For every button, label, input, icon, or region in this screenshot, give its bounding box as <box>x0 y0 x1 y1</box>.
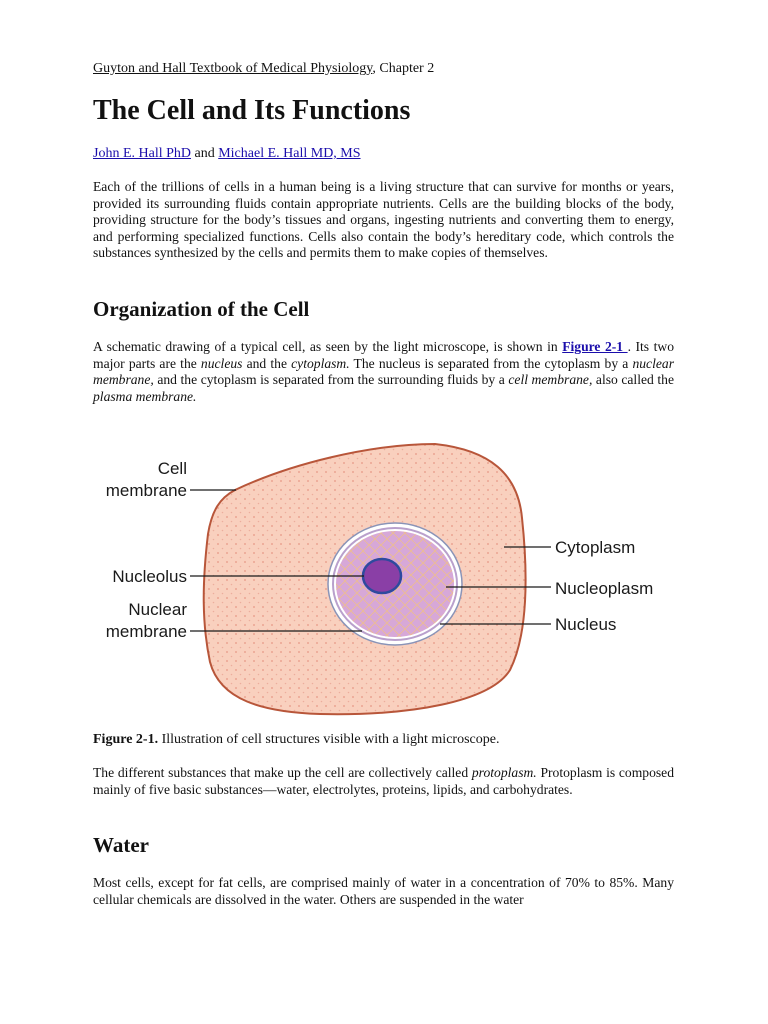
text-run: also called the <box>592 372 674 388</box>
figure-2-1-link[interactable]: Figure 2-1 <box>562 339 628 354</box>
text-run: and the <box>242 355 292 371</box>
cell-diagram <box>90 434 670 718</box>
figure-cell-illustration <box>90 434 670 718</box>
text-run: A schematic drawing of a typical cell, as seen by the light microscope, is shown in <box>93 339 563 354</box>
text-run: Protoplasm is composed mainly of five basic substances—water, electrolytes, proteins, lipids, and carbohydrates. <box>93 765 674 797</box>
water-paragraph: Most cells, except for fat cells, are comprised mainly of water in a concentration of 70% to 85%. Many cellular chemicals are dissolved in the water. Others are suspended in the water <box>93 875 674 907</box>
page-title: The Cell and Its Functions <box>93 95 411 126</box>
author-line <box>93 145 674 162</box>
section-heading-organization: Organization of the Cell <box>93 297 310 321</box>
text-run: The different substances that make up the cell are collectively called <box>93 765 472 780</box>
source-line <box>93 60 674 77</box>
term-protoplasm: protoplasm. <box>471 765 537 780</box>
author-joiner: and <box>191 146 219 161</box>
text-run: The nucleus is separated from the cytoplasm by a <box>349 355 633 371</box>
label-membrane: membrane <box>105 481 187 500</box>
author-link-john-hall[interactable]: John E. Hall PhD <box>93 146 191 161</box>
protoplasm-paragraph <box>93 765 674 798</box>
text-run: and the cytoplasm is separated from the surrounding fluids by a <box>153 372 509 388</box>
author-link-michael-hall[interactable]: Michael E. Hall MD, MS <box>218 146 361 161</box>
text-run: . Its two major parts are the <box>93 339 674 371</box>
term-plasma-membrane: plasma membrane. <box>93 388 197 404</box>
label-cytoplasm: Cytoplasm <box>555 538 636 557</box>
chapter-label: , Chapter 2 <box>372 61 435 76</box>
caption-label: Figure 2-1. <box>93 732 159 747</box>
section-heading-water: Water <box>93 833 149 857</box>
nucleus <box>328 523 462 645</box>
label-cell: Cell <box>157 459 187 478</box>
label-nuclear-membrane: membrane <box>105 622 187 641</box>
label-nucleus: Nucleus <box>555 615 617 634</box>
term-nuclear-membrane: nuclear membrane, <box>93 355 674 388</box>
organization-paragraph <box>93 339 674 405</box>
term-nucleus: nucleus <box>200 355 243 371</box>
term-cytoplasm: cytoplasm. <box>291 355 350 371</box>
label-nuclear: Nuclear <box>128 600 187 619</box>
book-title[interactable]: Guyton and Hall Textbook of Medical Physiology <box>93 61 373 76</box>
figure-caption <box>93 731 674 748</box>
nucleolus-shape <box>363 559 401 593</box>
intro-paragraph: Each of the trillions of cells in a human being is a living structure that can survive for months or years, provided its surrounding fluids contain appropriate nutrients. Cells are the building blocks of the body, providing structure for the body’s tissues and organs, ingesting nutrients and converting them to energy, and performing specialized functions. Cells also contain the body’s hereditary code, which controls the substances synthesized by the cells and permits them to make copies of themselves. <box>93 179 674 261</box>
label-nucleoplasm: Nucleoplasm <box>555 579 654 598</box>
label-nucleolus: Nucleolus <box>112 567 187 586</box>
caption-text: Illustration of cell structures visible with a light microscope. <box>158 732 500 747</box>
term-cell-membrane: cell membrane, <box>508 372 593 388</box>
